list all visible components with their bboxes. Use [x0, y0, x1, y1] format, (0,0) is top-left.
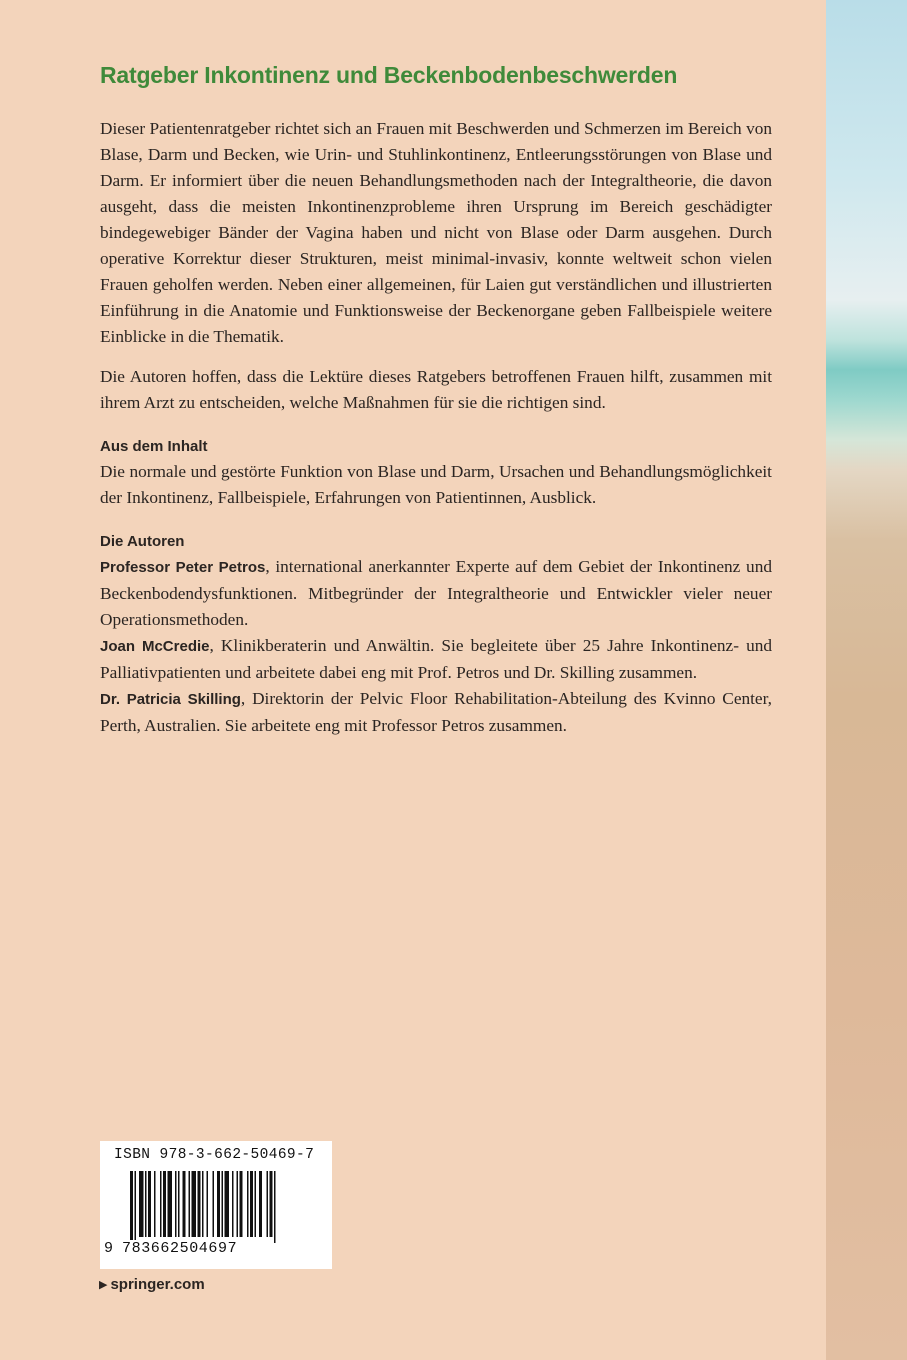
back-cover-text — [100, 62, 772, 739]
author-name: Dr. Patricia Skilling — [100, 691, 241, 708]
isbn-label: ISBN 978-3-662-50469-7 — [114, 1147, 315, 1163]
barcode-bar — [232, 1171, 234, 1237]
author-name: Joan McCredie — [100, 638, 210, 655]
barcode-bar — [135, 1171, 137, 1243]
barcode-bar — [145, 1171, 147, 1237]
barcode-bar — [139, 1171, 144, 1237]
publisher-link[interactable] — [99, 1276, 205, 1293]
contents-paragraph: Die normale und gestörte Funktion von Blase und Darm, Ursachen und Behandlungsmöglichkeit der Inkontinenz, Fallbeispiele, Erfahrungen von Patientinnen, Ausblick. — [100, 462, 772, 507]
barcode-bar — [154, 1171, 156, 1237]
publisher-url: springer.com — [110, 1276, 205, 1293]
barcode-bar — [192, 1171, 197, 1237]
barcode-bar — [213, 1171, 215, 1237]
barcode — [100, 1169, 332, 1247]
barcode-bar — [198, 1171, 201, 1237]
barcode-bar — [225, 1171, 230, 1237]
authors-heading: Die Autoren — [100, 533, 185, 550]
barcode-bar — [237, 1171, 239, 1237]
barcode-bar — [255, 1171, 257, 1237]
barcode-bar — [175, 1171, 177, 1237]
barcode-bar — [259, 1171, 262, 1237]
author-entry — [100, 554, 772, 633]
isbn-first-digit: 9 — [104, 1240, 114, 1257]
barcode-bar — [217, 1171, 220, 1237]
author-bio: , international anerkannter Experte auf dem Gebiet der Inkontinenz und Beckenbodendysfunktionen. Mitbegründer der Integraltheorie und Entwickler vieler neuer Operationsmethoden. — [100, 557, 772, 629]
author-bio: , Direktorin der Pelvic Floor Rehabilitation-Abteilung des Kvinno Center, Perth, Australien. Sie arbeitete eng mit Professor Petros zusammen. — [100, 689, 772, 735]
author-entry — [100, 633, 772, 686]
barcode-bar — [274, 1171, 276, 1243]
book-title: Ratgeber Inkontinenz und Beckenbodenbeschwerden — [100, 62, 678, 88]
barcode-bar — [163, 1171, 166, 1237]
intro-paragraph: Dieser Patientenratgeber richtet sich an Frauen mit Beschwerden und Schmerzen im Bereich von Blase, Darm und Becken, wie Urin- und Stuhlinkontinenz, Entleerungsstörungen von Blase und Darm. Er informiert über die neuen Behandlungsmethoden nach der Integraltheorie, die davon ausgeht, dass die meisten Inkontinenzprobleme ihren Ursprung im Bereich geschädigter bindegewebiger Bänder der Vagina haben und nicht von Blase oder Darm ausgehen. Durch operative Korrektur dieser Strukturen, meist minimal-invasiv, konnte weltweit schon vielen Frauen geholfen werden. Neben einer allgemeinen, für Laien gut verständlichen und illustrierten Einführung in die Anatomie und Funktionsweise der Beckenorgane geben Fallbeispiele weitere Einblicke in die Thematik. — [100, 119, 772, 346]
barcode-bar — [240, 1171, 243, 1237]
isbn-digits — [104, 1240, 238, 1257]
author-bio: , Klinikberaterin und Anwältin. Sie begleitete über 25 Jahre Inkontinenz- und Palliativpatienten und arbeitete dabei eng mit Prof. Petros und Dr. Skilling zusammen. — [100, 636, 772, 682]
barcode-bar — [270, 1171, 273, 1237]
barcode-bar — [202, 1171, 204, 1237]
barcode-bar — [267, 1171, 269, 1237]
barcode-bar — [160, 1171, 162, 1237]
barcode-bar — [183, 1171, 186, 1237]
contents-heading: Aus dem Inhalt — [100, 438, 208, 455]
isbn-digit-group: 783662504697 — [122, 1240, 238, 1257]
author-name: Professor Peter Petros — [100, 559, 266, 576]
arrow-right-icon: ▶ — [99, 1279, 108, 1291]
barcode-bar — [222, 1171, 224, 1237]
hope-paragraph: Die Autoren hoffen, dass die Lektüre dieses Ratgebers betroffenen Frauen hilft, zusammen mit ihrem Arzt zu entscheiden, welche Maßnahmen für sie die richtigen sind. — [100, 367, 772, 412]
barcode-bar — [189, 1171, 191, 1237]
barcode-bar — [178, 1171, 180, 1237]
author-entry — [100, 686, 772, 739]
barcode-bar — [168, 1171, 173, 1237]
barcode-bar — [247, 1171, 249, 1237]
barcode-bar — [148, 1171, 151, 1237]
barcode-bar — [207, 1171, 209, 1237]
isbn-barcode-box — [100, 1141, 332, 1269]
barcode-bar — [130, 1171, 133, 1243]
cover-photo-strip — [826, 0, 907, 1360]
barcode-bar — [250, 1171, 253, 1237]
